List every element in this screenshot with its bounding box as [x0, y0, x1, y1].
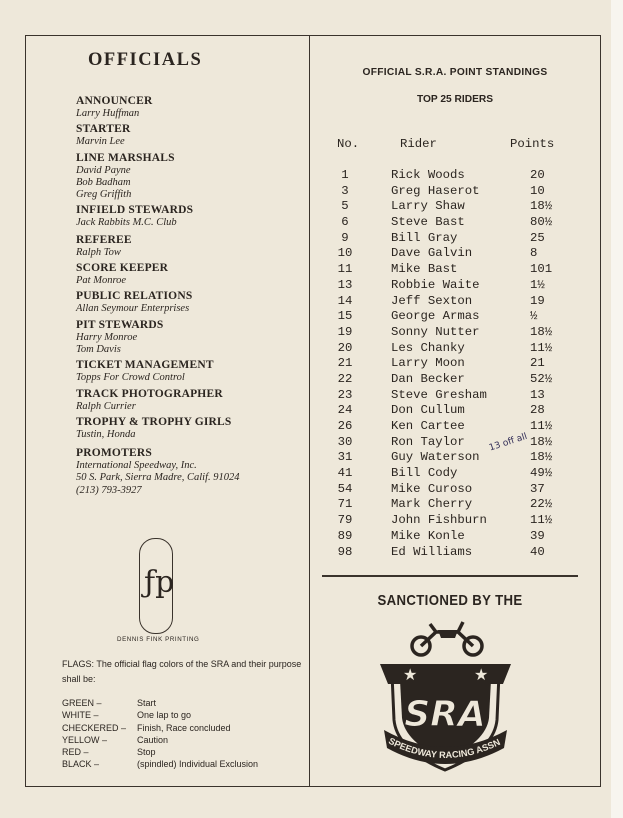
official-group [76, 388, 306, 413]
printer-logo [139, 538, 173, 634]
official-group [76, 152, 306, 202]
rider-number: 30 [337, 434, 353, 449]
official-heading: TRACK PHOTOGRAPHER [76, 387, 223, 400]
standings-title: OFFICIAL S.R.A. POINT STANDINGS [362, 67, 548, 78]
rider-number: 11 [337, 262, 353, 277]
printer-logo-mark: ƒp [144, 565, 175, 600]
official-group [76, 95, 306, 120]
flag-row [62, 697, 157, 709]
official-name: 50 S. Park, Sierra Madre, Calif. 91024 [76, 472, 240, 484]
star-left-icon: ★ [403, 665, 418, 684]
flag-color: YELLOW – [62, 734, 108, 745]
flag-color: BLACK – [62, 759, 100, 770]
printer-logo-text: DENNIS FINK PRINTING [117, 636, 200, 643]
flag-purpose: Stop [137, 747, 156, 758]
rider-number: 22 [337, 371, 353, 386]
official-heading: LINE MARSHALS [76, 151, 175, 164]
official-name: Ralph Currier [76, 400, 136, 412]
rider-name: Guy Waterson [391, 450, 480, 465]
rider-name: George Armas [391, 309, 480, 324]
standings-subtitle: TOP 25 RIDERS [416, 94, 494, 105]
flag-row [62, 709, 192, 721]
rider-number: 54 [337, 481, 353, 496]
official-heading: PIT STEWARDS [76, 318, 164, 331]
rider-points: 18½ [530, 324, 553, 339]
rider-points: 11½ [530, 419, 553, 433]
rider-points: 18½ [530, 434, 553, 449]
rider-points: 49½ [530, 466, 553, 481]
rider-number: 19 [337, 324, 353, 339]
official-heading: REFEREE [76, 233, 132, 246]
official-name: Jack Rabbits M.C. Club [76, 217, 177, 229]
official-name: Ralph Tow [76, 246, 121, 258]
official-name: International Speedway, Inc. [76, 460, 197, 472]
rider-points: 11½ [530, 340, 553, 355]
rider-name: Don Cullum [391, 403, 465, 418]
official-group [76, 447, 306, 497]
rider-number: 9 [341, 230, 349, 245]
official-group [76, 359, 306, 384]
header-rider: Rider [400, 137, 437, 151]
rider-number: 71 [337, 497, 353, 512]
official-name: Tustin, Honda [76, 428, 136, 440]
rider-points: ½ [530, 309, 538, 324]
flag-purpose: One lap to go [137, 710, 192, 721]
rider-points: 11½ [530, 513, 553, 528]
flag-row [62, 734, 169, 746]
official-name: Marvin Lee [76, 136, 125, 148]
flag-row [62, 746, 156, 758]
rider-points: 19 [530, 293, 545, 308]
flag-purpose: Caution [137, 734, 169, 745]
official-name: (213) 793-3927 [76, 484, 142, 496]
rider-number: 14 [337, 293, 353, 308]
official-group [76, 123, 306, 148]
rider-name: Ken Cartee [391, 419, 465, 433]
rider-number: 89 [337, 528, 353, 543]
rider-points: 22½ [530, 497, 553, 512]
rider-name: Larry Moon [391, 356, 465, 371]
rider-name: Les Chanky [391, 340, 465, 355]
rider-points: 80½ [530, 215, 553, 230]
official-name: Tom Davis [76, 343, 121, 355]
official-heading: PUBLIC RELATIONS [76, 290, 193, 303]
rider-points: 18½ [530, 450, 553, 465]
official-name: Larry Huffman [76, 108, 140, 119]
rider-number: 13 [337, 277, 353, 292]
rider-number: 15 [337, 309, 353, 324]
flags-intro: FLAGS: The official flag colors of the SRA and their purpose shall be: [62, 659, 302, 684]
rider-name: Bill Gray [391, 230, 458, 245]
rider-points: 13 [530, 387, 545, 402]
rider-name: Steve Gresham [391, 387, 487, 402]
official-name: Bob Badham [76, 176, 131, 188]
rider-points: 37 [530, 481, 545, 496]
rider-name: Dave Galvin [391, 246, 473, 261]
flag-color: WHITE – [62, 710, 99, 721]
rider-number: 20 [337, 340, 353, 355]
flag-color: GREEN – [62, 698, 102, 708]
rider-points: 101 [530, 262, 553, 277]
handwritten-note: 13 off all [488, 431, 529, 454]
official-group [76, 234, 306, 259]
flag-row [62, 758, 259, 770]
official-heading: STARTER [76, 123, 131, 136]
rider-name: Ron Taylor [391, 434, 465, 449]
rider-number: 79 [337, 513, 353, 528]
official-name: Allan Seymour Enterprises [76, 303, 190, 315]
rider-name: Robbie Waite [391, 277, 480, 292]
rider-name: Larry Shaw [391, 199, 465, 214]
sra-badge [378, 614, 513, 774]
flag-row [62, 722, 231, 734]
rider-number: 98 [337, 544, 353, 559]
badge-letters: SRA [404, 694, 486, 735]
rider-points: 18½ [530, 199, 553, 214]
rider-name: Sonny Nutter [391, 324, 480, 339]
official-name: Greg Griffith [76, 189, 132, 201]
rider-name: Mike Bast [391, 262, 458, 277]
rider-number: 26 [337, 419, 353, 433]
rider-name: Rick Woods [391, 168, 465, 182]
rider-number: 24 [337, 403, 353, 418]
rider-number: 21 [337, 356, 353, 371]
official-heading: ANNOUNCER [76, 95, 153, 107]
officials-title: OFFICIALS [88, 50, 203, 70]
rider-points: 25 [530, 230, 545, 245]
rider-name: Greg Haserot [391, 183, 480, 198]
rider-number: 23 [337, 387, 353, 402]
standings-divider [322, 575, 578, 577]
rider-number: 41 [337, 466, 353, 481]
flag-purpose: Finish, Race concluded [137, 722, 231, 733]
rider-points: 52½ [530, 371, 553, 386]
rider-name: Jeff Sexton [391, 293, 473, 308]
official-name: Harry Monroe [76, 331, 138, 343]
rider-number: 6 [341, 215, 349, 230]
rider-number: 1 [341, 168, 349, 182]
officials-list [76, 95, 306, 500]
sanctioned-heading: SANCTIONED BY THE [377, 592, 523, 609]
rider-points: 10 [530, 183, 545, 198]
page-edge [611, 0, 623, 818]
rider-number: 10 [337, 246, 353, 261]
motorcycle-icon [412, 622, 482, 655]
rider-name: Steve Bast [391, 215, 465, 230]
flag-purpose: Start [137, 698, 157, 708]
official-group [76, 262, 306, 287]
rider-points: 21 [530, 356, 545, 371]
official-name: Pat Monroe [76, 275, 127, 287]
rider-points: 8 [530, 246, 538, 261]
official-name: Topps For Crowd Control [76, 372, 185, 384]
rider-name: John Fishburn [391, 513, 487, 528]
rider-name: Ed Williams [391, 544, 473, 559]
rider-name: Mike Curoso [391, 481, 473, 496]
official-heading: SCORE KEEPER [76, 262, 169, 275]
star-right-icon: ★ [474, 665, 489, 684]
flags-list [62, 697, 259, 771]
flag-purpose: (spindled) Individual Exclusion [137, 759, 259, 770]
rider-points: 28 [530, 403, 545, 418]
rider-points: 39 [530, 528, 545, 543]
column-divider [309, 35, 310, 787]
official-heading: TROPHY & TROPHY GIRLS [76, 415, 232, 428]
rider-points: 40 [530, 544, 545, 559]
official-heading: INFIELD STEWARDS [76, 204, 194, 217]
rider-name: Mike Konle [391, 528, 465, 543]
rider-name: Dan Becker [391, 371, 465, 386]
badge-banner-text: SPEEDWAY RACING ASSN [386, 735, 502, 761]
official-heading: PROMOTERS [76, 447, 152, 460]
flag-color: CHECKERED – [62, 722, 127, 733]
rider-points: 1½ [530, 277, 545, 292]
official-group [76, 319, 306, 357]
official-heading: TICKET MANAGEMENT [76, 359, 214, 372]
rider-name: Bill Cody [391, 466, 458, 481]
rider-number: 5 [341, 199, 349, 214]
official-group [76, 290, 306, 315]
flag-color: RED – [62, 747, 89, 758]
rider-number: 31 [337, 450, 353, 465]
header-no: No. [337, 137, 360, 151]
official-group [76, 204, 306, 229]
official-name: David Payne [76, 164, 131, 176]
rider-points: 20 [530, 168, 545, 182]
rider-name: Mark Cherry [391, 497, 473, 512]
header-points: Points [510, 137, 555, 151]
official-group [76, 416, 306, 441]
rider-number: 3 [341, 183, 349, 198]
